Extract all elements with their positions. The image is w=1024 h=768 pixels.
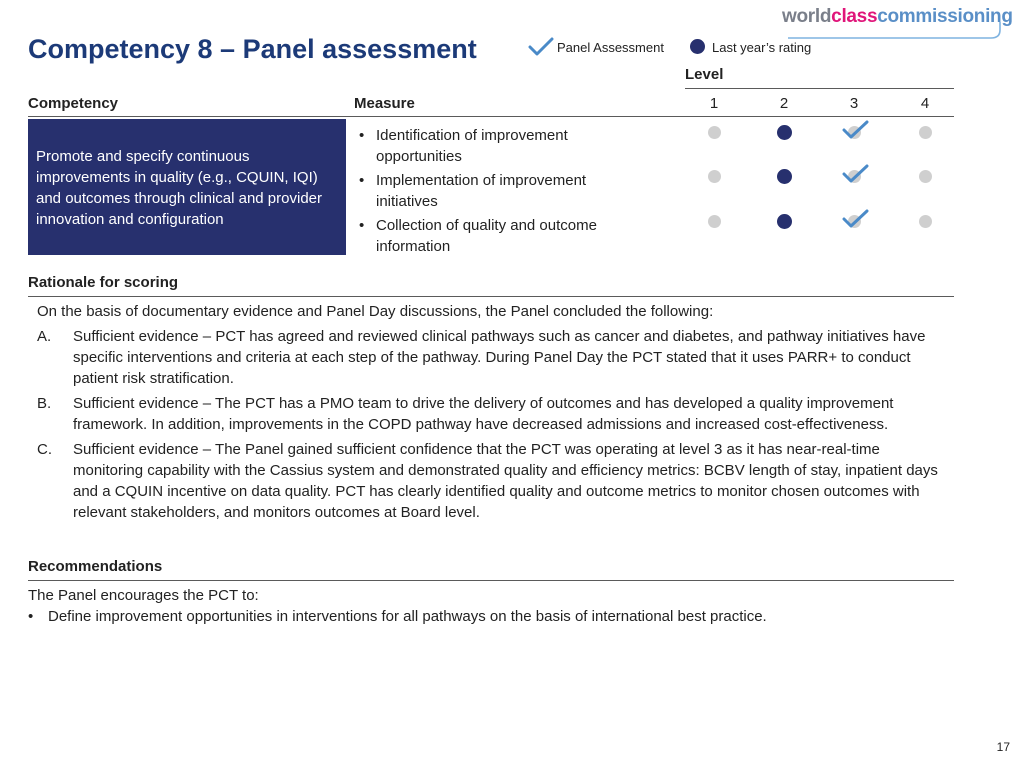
legend-last-year: Last year’s rating <box>712 40 812 55</box>
level-4-label: 4 <box>920 95 930 112</box>
recommendations-heading: Recommendations <box>28 558 163 575</box>
rationale-item <box>37 439 949 523</box>
rationale-item-text: Sufficient evidence – The PCT has a PMO team to drive the delivery of outcomes and has developed a quality improvement framework. In addition, improvements in the COPD pathway have decreased admissions and increased cost-effectiveness. <box>73 395 894 433</box>
competency-text: Promote and specify continuous improvements in quality (e.g., CQUIN, IQI) and outcomes through clinical and provider innovation and configuration <box>36 148 323 228</box>
logo-text-class: class <box>831 6 878 27</box>
rating-dot <box>919 126 932 139</box>
rationale-item-letter: B. <box>37 395 52 412</box>
table-header-divider <box>28 116 954 117</box>
logo-text-world: world <box>782 6 832 27</box>
measure-item: • Identification of improvement opportunities <box>354 125 644 167</box>
rationale-item <box>37 326 949 389</box>
rationale-item-text: Sufficient evidence – The Panel gained sufficient confidence that the PCT was operating at level 3 as it has near-real-time monitoring capability with the Cassius system and demonstrated quality and efficiency metrics: BCBV length of stay, inpatient days and a CQUIN incentive on data quality. PCT has clearly identified quality and outcome metrics to monitor chosen outcomes with relevant stakeholders, and monitors outcomes at Board level. <box>73 441 938 521</box>
rating-dot <box>708 215 721 228</box>
level-header: Level <box>685 66 724 83</box>
rating-dot <box>708 170 721 183</box>
level-header-divider <box>685 88 954 89</box>
rationale-item <box>37 393 949 435</box>
competency-box <box>28 119 346 255</box>
last-year-rating-dot <box>777 214 792 229</box>
recommendations-divider <box>28 580 954 581</box>
panel-assessment-check-icon <box>842 120 870 140</box>
rationale-item-text: Sufficient evidence – PCT has agreed and reviewed clinical pathways such as cancer and diabetes, and pathway initiatives have specific interventions and criteria at each step of the pathway. During Panel Day the PCT stated that it uses PARR+ to conduct patient risk stratification. <box>73 328 926 387</box>
page-number: 17 <box>996 740 1010 754</box>
last-year-rating-dot <box>777 125 792 140</box>
rationale-heading: Rationale for scoring <box>28 274 179 291</box>
rationale-list <box>37 326 949 523</box>
rating-dot <box>919 215 932 228</box>
rationale-intro: On the basis of documentary evidence and Panel Day discussions, the Panel concluded the following: <box>37 303 714 320</box>
rating-dot <box>708 126 721 139</box>
level-3-label: 3 <box>849 95 859 112</box>
panel-assessment-check-icon <box>842 209 870 229</box>
logo-text-commissioning: commissioning <box>877 6 1013 27</box>
rating-grid <box>690 118 954 248</box>
measures-list <box>354 125 644 260</box>
bullet-icon: • <box>28 608 34 625</box>
level-2-label: 2 <box>779 95 789 112</box>
rationale-divider <box>28 296 954 297</box>
competency-header: Competency <box>28 95 119 112</box>
measure-item: • Implementation of improvement initiatives <box>354 170 644 212</box>
logo-swoosh-icon <box>786 20 1004 42</box>
level-1-label: 1 <box>709 95 719 112</box>
rationale-item-letter: A. <box>37 328 52 345</box>
last-year-rating-dot <box>777 169 792 184</box>
recommendation-text: Define improvement opportunities in interventions for all pathways on the basis of international best practice. <box>48 608 767 625</box>
recommendations-item <box>28 606 948 627</box>
last-year-dot-icon <box>690 39 705 54</box>
rating-dot <box>919 170 932 183</box>
measure-item: • Collection of quality and outcome information <box>354 215 644 257</box>
page-title: Competency 8 – Panel assessment <box>28 34 477 64</box>
panel-assessment-check-icon <box>842 164 870 184</box>
panel-assessment-check-icon <box>528 37 554 57</box>
rationale-item-letter: C. <box>37 441 52 458</box>
recommendations-intro: The Panel encourages the PCT to: <box>28 587 259 604</box>
legend-panel-assessment: Panel Assessment <box>557 40 664 55</box>
measure-header: Measure <box>354 95 415 112</box>
